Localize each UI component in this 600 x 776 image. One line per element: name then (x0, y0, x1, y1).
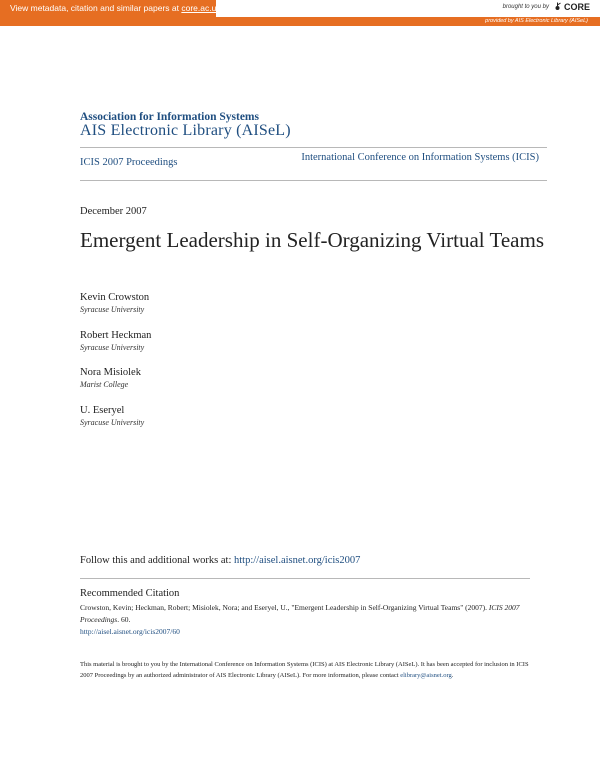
author-name[interactable]: Robert Heckman (80, 329, 152, 341)
contact-email-link[interactable]: elibrary@aisnet.org (400, 671, 452, 679)
brought-to-you-text: brought to you by (502, 4, 549, 10)
provided-by-bar: provided by AIS Electronic Library (AISeL) (0, 17, 600, 26)
follow-link[interactable]: http://aisel.aisnet.org/icis2007 (234, 555, 361, 566)
notice-text: This material is brought to you by the International Conference on Information Systems (ICIS) at AIS Electronic Library (AISeL). It has been accepted for inclusion in ICIS 2007 Proceedings by an authorized administrator of AIS Electronic Library (AISeL). For more information, please contact (80, 661, 529, 679)
citation-number: . 60. (117, 615, 131, 624)
author-name[interactable]: Kevin Crowston (80, 292, 150, 303)
association-name[interactable]: Association for Information Systems (80, 111, 259, 123)
follow-text: Follow this and additional works at: (80, 555, 234, 566)
core-link[interactable]: core.ac.uk (181, 3, 221, 13)
follow-line (80, 555, 360, 566)
author-item (80, 404, 380, 442)
core-banner (0, 0, 600, 17)
core-brand[interactable] (503, 2, 590, 12)
library-name[interactable]: AIS Electronic Library (AISeL) (80, 122, 291, 139)
publication-date: December 2007 (80, 206, 147, 217)
author-item (80, 329, 380, 367)
core-banner-text: View metadata, citation and similar papers at (10, 3, 182, 13)
citation-link[interactable]: http://aisel.aisnet.org/icis2007/60 (80, 627, 180, 636)
author-affiliation: Marist College (80, 380, 129, 389)
citation-main: Crowston, Kevin; Heckman, Robert; Misiolek, Nora; and Eseryel, U., "Emergent Leadership in Self-Organizing Virtual Teams" (2007). (80, 603, 489, 612)
author-name[interactable]: U. Eseryel (80, 404, 125, 416)
author-name[interactable]: Nora Misiolek (80, 367, 141, 378)
proceedings-link[interactable]: ICIS 2007 Proceedings (80, 157, 178, 168)
follow-divider (80, 578, 530, 579)
core-logo-text: CORE (563, 2, 590, 12)
notice-end: . (451, 671, 454, 679)
conference-link[interactable]: International Conference on Information Systems (ICIS) (301, 152, 539, 163)
header-top-divider (80, 147, 547, 148)
paper-title: Emergent Leadership in Self-Organizing Virtual Teams (80, 228, 545, 252)
author-item (80, 291, 380, 329)
author-affiliation: Syracuse University (80, 417, 145, 427)
citation-venue: ICIS 2007 Proceedings (80, 603, 520, 624)
recommended-citation-heading: Recommended Citation (80, 588, 180, 599)
author-affiliation: Syracuse University (80, 305, 145, 314)
citation-text (80, 602, 520, 638)
header-bottom-divider (80, 180, 547, 181)
author-affiliation: Syracuse University (80, 342, 145, 352)
core-banner-left (0, 0, 221, 17)
library-notice (80, 660, 530, 681)
author-list (80, 291, 380, 441)
author-item (80, 366, 380, 404)
core-logo (553, 2, 590, 12)
core-logo-icon (553, 2, 562, 12)
